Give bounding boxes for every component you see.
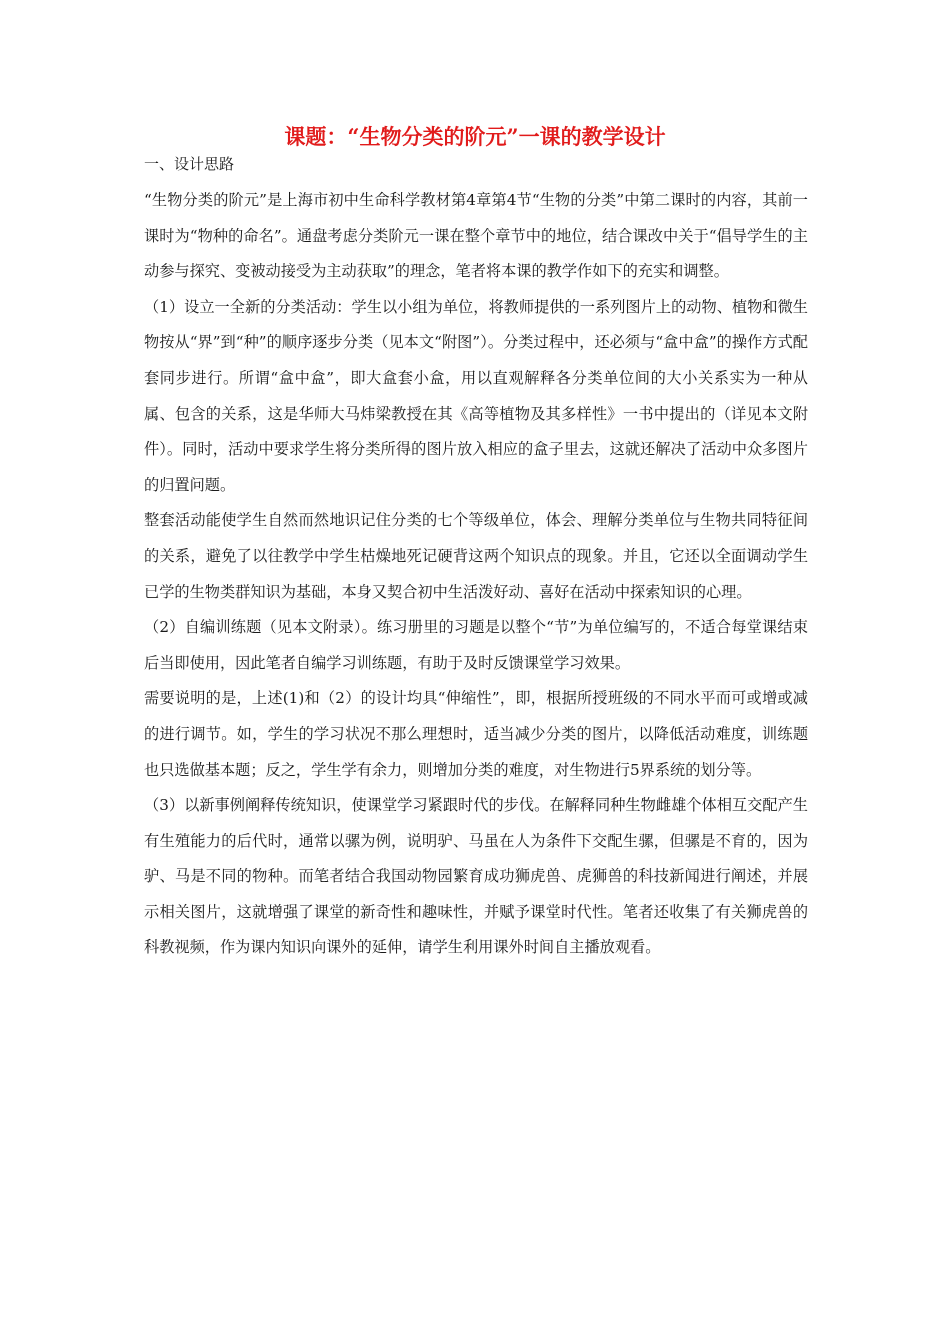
paragraph-point-3: （3）以新事例阐释传统知识，使课堂学习紧跟时代的步伐。在解释同种生物雌雄个体相互交配产生有生殖能力的后代时，通常以骡为例，说明驴、马虽在人为条件下交配生骡，但骡是不育的，因为驴、马是不同的物种。而笔者结合我国动物园繁育成功狮虎兽、虎狮兽的科技新闻进行阐述，并展示相关图片，这就增强了课堂的新奇性和趣味性，并赋予课堂时代性。笔者还收集了有关狮虎兽的科教视频，作为课内知识向课外的延伸，请学生利用课外时间自主播放观看。: [144, 796, 808, 957]
document-body: [144, 183, 808, 966]
section-heading: 一、设计思路: [144, 155, 235, 173]
paragraph-intro: “生物分类的阶元”是上海市初中生命科学教材第4章第4节“生物的分类”中第二课时的内容，其前一课时为“物种的命名”。通盘考虑分类阶元一课在整个章节中的地位，结合课改中关于“倡导学生的主动参与探究、变被动接受为主动获取”的理念，笔者将本课的教学作如下的充实和调整。: [144, 191, 808, 281]
document-title: 课题：“生物分类的阶元”一课的教学设计: [284, 124, 666, 149]
paragraph-flexibility-note: 需要说明的是，上述(1)和（2）的设计均具“伸缩性”，即，根据所授班级的不同水平而可或增或减的进行调节。如，学生的学习状况不那么理想时，适当减少分类的图片，以降低活动难度，训练题也只选做基本题；反之，学生学有余力，则增加分类的难度，对生物进行5界系统的划分等。: [144, 689, 808, 779]
paragraph-point-2: （2）自编训练题（见本文附录）。练习册里的习题是以整个“节”为单位编写的，不适合每堂课结束后当即使用，因此笔者自编学习训练题，有助于及时反馈课堂学习效果。: [144, 618, 808, 672]
paragraph-activity-benefits: 整套活动能使学生自然而然地识记住分类的七个等级单位，体会、理解分类单位与生物共同特征间的关系，避免了以往教学中学生枯燥地死记硬背这两个知识点的现象。并且，它还以全面调动学生已学的生物类群知识为基础，本身又契合初中生活泼好动、喜好在活动中探索知识的心理。: [144, 511, 808, 601]
paragraph-point-1: （1）设立一全新的分类活动：学生以小组为单位，将教师提供的一系列图片上的动物、植物和微生物按从“界”到“种”的顺序逐步分类（见本文“附图”）。分类过程中，还必须与“盒中盒”的操作方式配套同步进行。所谓“盒中盒”，即大盒套小盒，用以直观解释各分类单位间的大小关系实为一种从属、包含的关系，这是华师大马炜梁教授在其《高等植物及其多样性》一书中提出的（详见本文附件）。同时，活动中要求学生将分类所得的图片放入相应的盒子里去，这就还解决了活动中众多图片的归置问题。: [144, 297, 808, 494]
